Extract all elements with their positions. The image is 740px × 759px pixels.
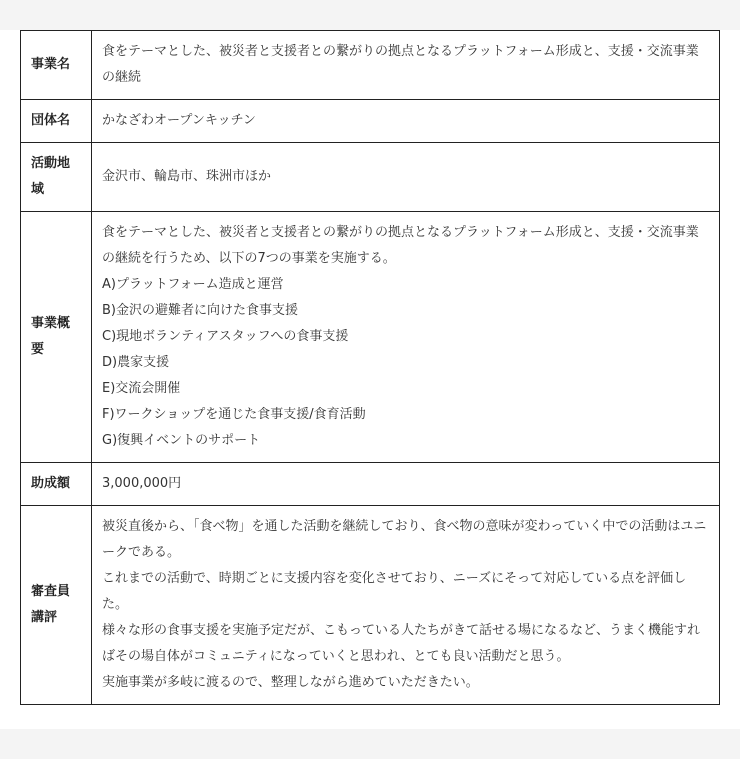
table-row-project-name: [21, 31, 720, 100]
value-line: A)プラットフォーム造成と運営: [102, 277, 284, 292]
row-label: 助成額: [21, 463, 92, 506]
value-line: 食をテーマとした、被災者と支援者との繋がりの拠点となるプラットフォーム形成と、支援・交流事業の継続を行うため、以下の7つの事業を実施する。: [102, 225, 699, 266]
row-label: 事業名: [21, 31, 92, 100]
table-row-organization: [21, 100, 720, 143]
row-label: 団体名: [21, 100, 92, 143]
value-line: 実施事業が多岐に渡るので、整理しながら進めていただきたい。: [102, 675, 479, 690]
value-line: 金沢市、輪島市、珠洲市ほか: [102, 169, 272, 184]
value-line: B)金沢の避難者に向けた食事支援: [102, 303, 298, 318]
value-line: D)農家支援: [102, 355, 170, 370]
table-row-review-comments: [21, 506, 720, 705]
table-row-project-summary: [21, 212, 720, 463]
row-value: [92, 506, 720, 705]
value-line: これまでの活動で、時期ごとに支援内容を変化させており、ニーズにそって対応している点を評価した。: [102, 571, 687, 612]
row-label: 審査員講評: [21, 506, 92, 705]
value-line: C)現地ボランティアスタッフへの食事支援: [102, 329, 349, 344]
value-line: 様々な形の食事支援を実施予定だが、こもっている人たちがきて話せる場になるなど、うまく機能すればその場自体がコミュニティになっていくと思われ、とても良い活動だと思う。: [102, 623, 701, 664]
row-value: [92, 143, 720, 212]
table-row-grant-amount: [21, 463, 720, 506]
row-value: [92, 212, 720, 463]
table-row-activity-area: [21, 143, 720, 212]
row-value: [92, 100, 720, 143]
value-line: 3,000,000円: [102, 476, 182, 491]
value-line: F)ワークショップを通じた食事支援/食育活動: [102, 407, 366, 422]
value-line: 食をテーマとした、被災者と支援者との繋がりの拠点となるプラットフォーム形成と、支援・交流事業の継続: [102, 44, 699, 85]
value-line: 被災直後から、「食べ物」を通した活動を継続しており、食べ物の意味が変わっていく中での活動はユニークである。: [102, 519, 707, 560]
project-info-table: [20, 30, 720, 705]
value-line: G)復興イベントのサポート: [102, 433, 261, 448]
row-value: [92, 463, 720, 506]
row-value: [92, 31, 720, 100]
row-label: 活動地域: [21, 143, 92, 212]
row-label: 事業概要: [21, 212, 92, 463]
value-line: かなざわオープンキッチン: [102, 113, 256, 128]
value-line: E)交流会開催: [102, 381, 181, 396]
